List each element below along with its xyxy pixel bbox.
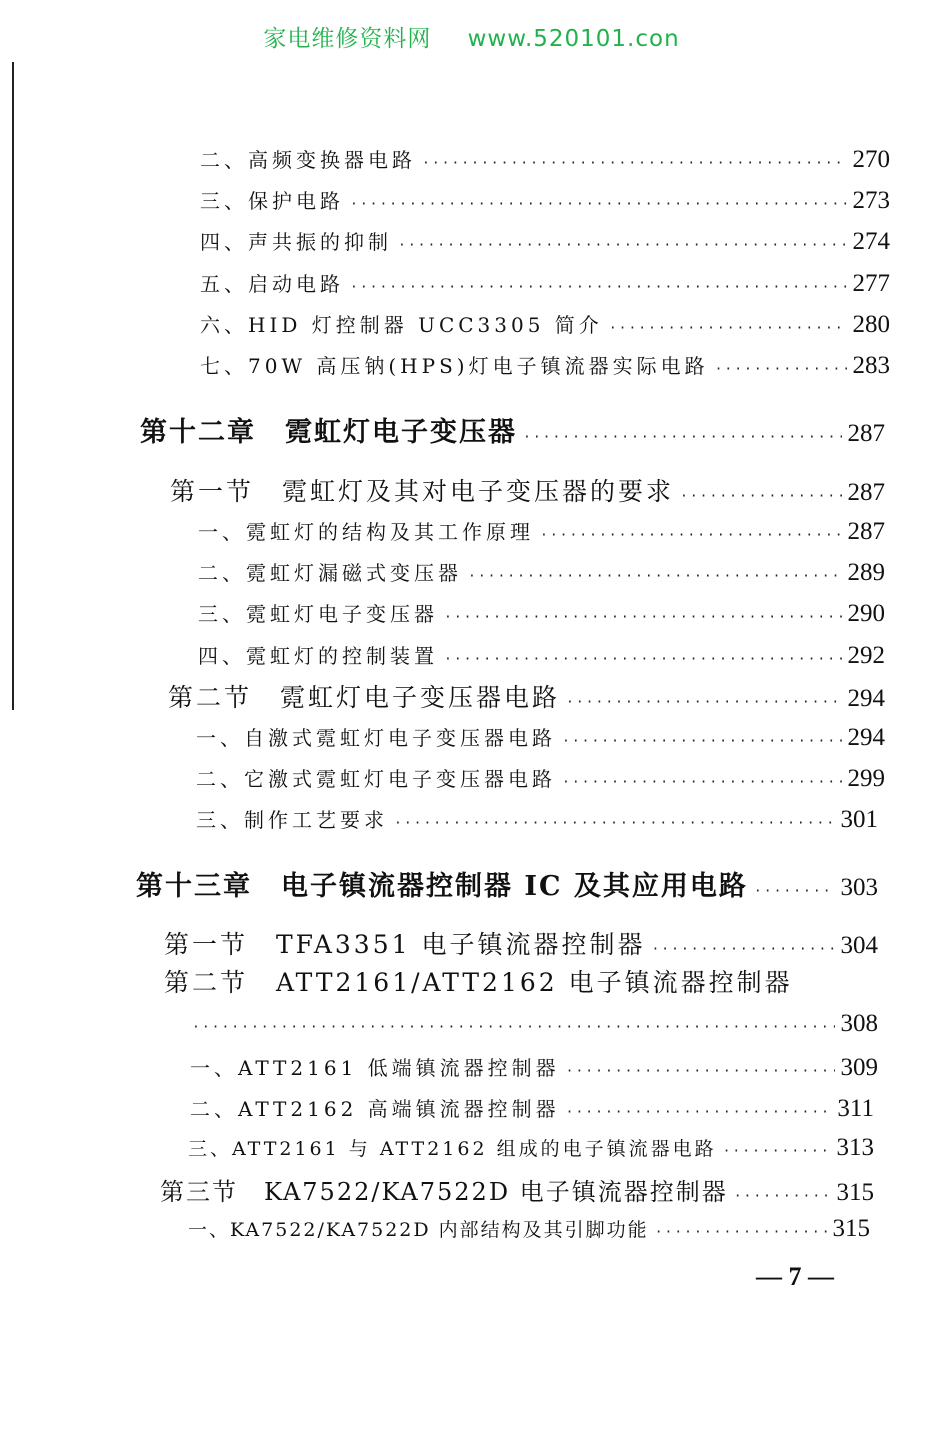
toc-entry-subsection: [188, 1134, 874, 1162]
watermark-url: www.520101.con: [467, 26, 680, 52]
toc-entry-section: [160, 1172, 874, 1207]
toc-entry-label: 一、自激式霓虹灯电子变压器电路: [196, 726, 556, 750]
toc-page-number: 273: [852, 187, 890, 214]
dot-leader: [523, 430, 842, 445]
dot-leader: [444, 610, 842, 625]
toc-entry-subsection: [200, 309, 890, 339]
toc-entry-subsection: [190, 1093, 874, 1123]
toc-entry-label: 第十二章 霓虹灯电子变压器: [140, 417, 517, 448]
dot-leader: [422, 156, 847, 171]
toc-entry-label: 二、高频变换器电路: [200, 148, 416, 172]
toc-entry-subsection: [198, 598, 885, 628]
toc-entry-continuation: [192, 1010, 878, 1038]
toc-entry-section: [164, 925, 878, 961]
toc-entry-subsection: [198, 640, 885, 670]
toc-entry-chapter: [140, 410, 885, 449]
dot-leader: [655, 1225, 827, 1240]
toc-page-number: 294: [847, 685, 885, 712]
toc-entry-label: 五、启动电路: [200, 272, 344, 296]
toc-entry-label: 第十三章 电子镇流器控制器 IC 及其应用电路: [136, 871, 748, 902]
toc-page-number: 309: [840, 1054, 878, 1081]
toc-entry-label: 一、ATT2161 低端镇流器控制器: [190, 1056, 560, 1080]
toc-entry-label: 七、70W 高压钠(HPS)灯电子镇流器实际电路: [200, 354, 709, 378]
toc-entry-label: 二、ATT2162 高端镇流器控制器: [190, 1097, 560, 1121]
toc-page-number: 292: [847, 642, 885, 669]
toc-entry-label: 第二节 ATT2161/ATT2162 电子镇流器控制器: [164, 968, 793, 997]
toc-entry-label: 第一节 TFA3351 电子镇流器控制器: [164, 930, 646, 959]
toc-entry-label: 一、KA7522/KA7522D 内部结构及其引脚功能: [188, 1219, 649, 1241]
toc-page-number: 311: [837, 1095, 874, 1122]
toc-entry-subsection: [198, 557, 885, 587]
toc-entry-label: 第一节 霓虹灯及其对电子变压器的要求: [170, 477, 675, 506]
toc-page-number: 280: [852, 311, 890, 338]
toc-page-number: 287: [847, 479, 885, 506]
toc-entry-label: 第二节 霓虹灯电子变压器电路: [168, 683, 561, 712]
toc-entry-subsection: [196, 763, 885, 793]
dot-leader: [394, 816, 835, 831]
toc-entry-label: 三、制作工艺要求: [196, 808, 388, 832]
toc-entry-label: 一、霓虹灯的结构及其工作原理: [198, 520, 534, 544]
toc-entry-subsection: [196, 722, 885, 752]
dot-leader: [562, 775, 842, 790]
dot-leader: [562, 734, 842, 749]
toc-entry-subsection: [200, 268, 890, 298]
watermark-site-name: 家电维修资料网: [263, 26, 432, 52]
toc-entry-label: 二、霓虹灯漏磁式变压器: [198, 561, 462, 585]
dot-leader: [540, 528, 842, 543]
toc-entry-subsection: [200, 226, 890, 256]
toc-entry-label: 六、HID 灯控制器 UCC3305 简介: [200, 313, 603, 337]
toc-entry-section: [170, 472, 885, 508]
toc-entry-subsection: [198, 516, 885, 546]
dot-leader: [468, 569, 842, 584]
dot-leader: [566, 1064, 835, 1079]
dot-leader: [350, 280, 847, 295]
toc-page-number: 287: [847, 420, 885, 447]
dot-leader: [723, 1144, 831, 1159]
toc-page-number: 301: [840, 806, 878, 833]
toc-page-number: 313: [836, 1134, 874, 1161]
dot-leader: [715, 362, 847, 377]
dot-leader: [754, 884, 835, 899]
toc-page-number: 274: [852, 228, 890, 255]
dot-leader: [398, 238, 847, 253]
toc-entry-label: 三、ATT2161 与 ATT2162 组成的电子镇流器电路: [188, 1138, 717, 1160]
dot-leader: [566, 695, 841, 710]
page-number: — 7 —: [756, 1262, 834, 1291]
toc-entry-label: 三、霓虹灯电子变压器: [198, 602, 438, 626]
dot-leader: [609, 321, 847, 336]
toc-entry-label: 二、它激式霓虹灯电子变压器电路: [196, 767, 556, 791]
toc-entry-subsection: [188, 1215, 870, 1243]
toc-entry-label: 四、霓虹灯的控制装置: [198, 644, 438, 668]
toc-page-number: 290: [847, 600, 885, 627]
toc-page-number: 277: [852, 270, 890, 297]
toc-page-number: 294: [847, 724, 885, 751]
left-margin-rule: [12, 62, 14, 710]
toc-entry-chapter: [136, 864, 878, 903]
toc-page-number: 287: [847, 518, 885, 545]
watermark-header: [0, 20, 943, 53]
toc-entry-label: 三、保护电路: [200, 189, 344, 213]
toc-page-number: 289: [847, 559, 885, 586]
dot-leader: [651, 942, 834, 957]
toc-page-number: 308: [840, 1010, 878, 1037]
toc-page-number: 303: [840, 874, 878, 901]
dot-leader: [350, 197, 847, 212]
dot-leader: [192, 1020, 835, 1035]
dot-leader: [680, 489, 841, 504]
toc-page-number: 315: [832, 1215, 870, 1242]
toc-entry-subsection: [190, 1052, 878, 1082]
dot-leader: [734, 1189, 831, 1204]
toc-page-number: 270: [852, 146, 890, 173]
toc-entry-subsection: [200, 350, 890, 380]
toc-entry-label: 第三节 KA7522/KA7522D 电子镇流器控制器: [160, 1178, 728, 1206]
toc-entry-subsection: [200, 144, 890, 174]
dot-leader: [444, 652, 842, 667]
dot-leader: [566, 1105, 832, 1120]
toc-page-number: 304: [840, 932, 878, 959]
toc-entry-subsection: [196, 804, 878, 834]
toc-page-number: 299: [847, 765, 885, 792]
toc-entry-subsection: [200, 185, 890, 215]
toc-entry-section: [168, 678, 885, 714]
toc-entry-section-wrapped: [164, 963, 878, 999]
toc-entry-label: 四、声共振的抑制: [200, 230, 392, 254]
toc-page-number: 283: [852, 352, 890, 379]
toc-page-number: 315: [836, 1179, 874, 1206]
